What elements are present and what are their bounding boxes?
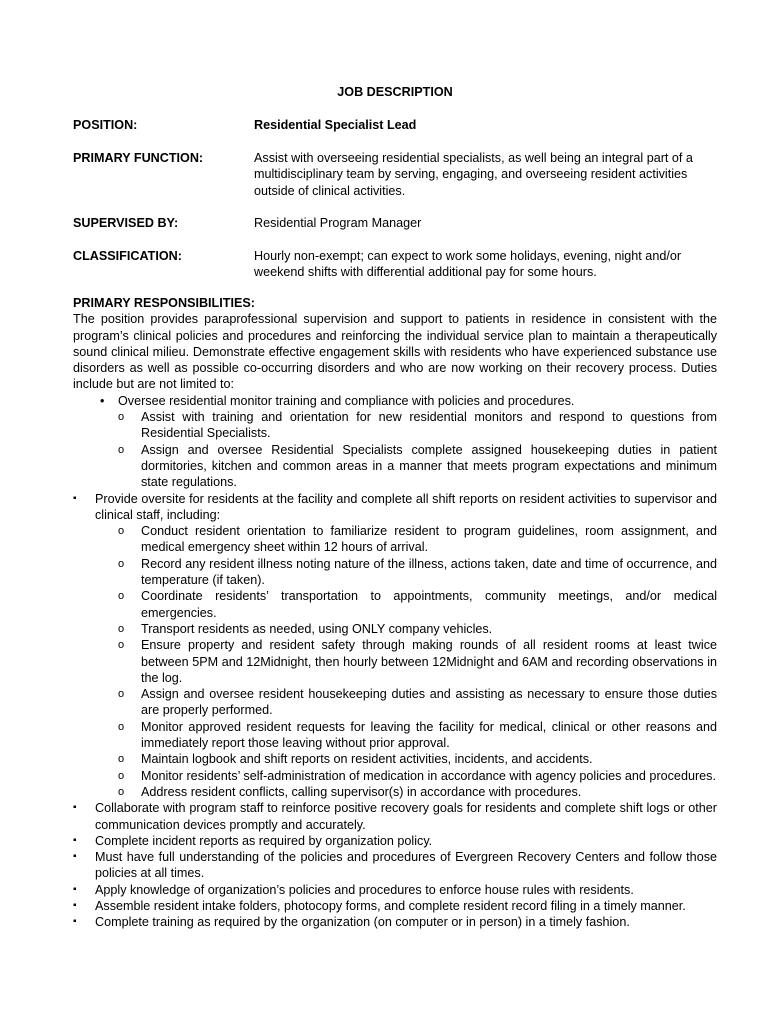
sub-item: [73, 686, 717, 719]
sub-item: [73, 637, 717, 686]
sub-item-text: Coordinate residents’ transportation to appointments, community meetings, and/or medical emergencies.: [141, 589, 717, 620]
responsibility-text: Apply knowledge of organization’s policies and procedures to enforce house rules with residents.: [95, 882, 634, 897]
primary-function-field: [73, 150, 718, 199]
document-title: JOB DESCRIPTION: [337, 85, 453, 99]
square-bullet-marker: ▪: [73, 916, 77, 928]
sub-item-text: Monitor approved resident requests for leaving the facility for medical, clinical or other reasons and immediately report those leaving without prior approval.: [141, 719, 717, 751]
circle-marker: o: [118, 411, 125, 424]
responsibility-item: [73, 914, 717, 930]
square-bullet-marker: ▪: [73, 899, 77, 911]
sub-item-text: Monitor residents’ self-administration of medication in accordance with agency policies and procedures.: [141, 768, 716, 783]
sub-item-text: Transport residents as needed, using ONLY company vehicles.: [141, 621, 493, 636]
sub-list: [95, 523, 717, 800]
responsibilities-heading: PRIMARY RESPONSIBILITIES:: [73, 296, 255, 310]
sub-item: [73, 784, 717, 800]
responsibility-text: Collaborate with program staff to reinforce positive recovery goals for residents and complete shift logs or other communication devices promptly and accurately.: [95, 801, 717, 832]
sub-list: [118, 409, 717, 490]
field-value: Hourly non-exempt; can expect to work some holidays, evening, night and/or weekend shifts with differential additional pay for some hours.: [254, 249, 682, 280]
square-bullet-marker: ▪: [73, 834, 77, 846]
responsibilities-list: [73, 393, 717, 931]
square-bullet-marker: ▪: [73, 492, 77, 504]
circle-marker: o: [118, 443, 125, 456]
responsibilities-section: [73, 295, 717, 931]
field-value: Assist with overseeing residential specialists, as well being an integral part of a multidisciplinary team by serving, engaging, and overseeing resident activities outside of clinical activities.: [254, 151, 693, 198]
sub-item-text: Address resident conflicts, calling supervisor(s) in accordance with procedures.: [141, 784, 582, 799]
circle-marker: o: [118, 720, 125, 733]
responsibility-item: [73, 849, 717, 882]
responsibility-item: [73, 800, 717, 833]
responsibility-item: [73, 833, 717, 849]
responsibility-item: [73, 898, 717, 914]
field-label: POSITION:: [73, 118, 138, 132]
circle-marker: o: [118, 525, 125, 538]
circle-marker: o: [118, 688, 125, 701]
responsibility-item: [73, 491, 717, 801]
square-bullet-marker: ▪: [73, 802, 77, 814]
sub-item: [73, 442, 717, 491]
sub-item: [73, 588, 717, 621]
sub-item: [73, 523, 717, 556]
circle-marker: o: [118, 590, 125, 603]
sub-item-text: Assign and oversee resident housekeeping duties and assisting as necessary to ensure those duties are properly performed.: [141, 687, 717, 718]
field-label: CLASSIFICATION:: [73, 249, 182, 263]
responsibility-text: Oversee residential monitor training and compliance with policies and procedures.: [118, 393, 575, 408]
responsibility-text: Provide oversite for residents at the facility and complete all shift reports on resident activities to supervisor and clinical staff, including:: [95, 491, 717, 522]
sub-item: [73, 409, 717, 442]
sub-item-text: Assist with training and orientation for new residential monitors and respond to questions from Residential Specialists.: [141, 410, 717, 441]
sub-item-text: Ensure property and resident safety through making rounds of all resident rooms at least twice between 5PM and 12Midnight, then hourly between 12Midnight and 6AM and recording observations in the log.: [141, 638, 717, 685]
position-field: [73, 117, 718, 133]
sub-item: [73, 556, 717, 589]
sub-item-text: Record any resident illness noting nature of the illness, actions taken, date and time of occurrence, and temperature (if taken).: [141, 556, 717, 588]
field-value: Residential Specialist Lead: [254, 118, 417, 132]
sub-item-text: Assign and oversee Residential Specialists complete assigned housekeeping duties in patient dormitories, kitchen and common areas in a manner that meets program expectations and minimum state regulations.: [141, 442, 717, 490]
field-label: SUPERVISED BY:: [73, 216, 179, 230]
responsibility-text: Complete incident reports as required by organization policy.: [95, 833, 433, 848]
sub-item: [73, 719, 717, 752]
sub-item: [73, 751, 717, 767]
sub-item-text: Maintain logbook and shift reports on resident activities, incidents, and accidents.: [141, 752, 593, 767]
sub-item: [73, 768, 717, 784]
classification-field: [73, 248, 718, 281]
field-value: Residential Program Manager: [254, 216, 422, 230]
responsibility-text: Complete training as required by the organization (on computer or in person) in a timely fashion.: [95, 915, 630, 930]
responsibility-text: Assemble resident intake folders, photocopy forms, and complete resident record filing in a timely manner.: [95, 898, 686, 913]
responsibility-text: Must have full understanding of the policies and procedures of Evergreen Recovery Centers and follow those policies at all times.: [95, 850, 717, 881]
sub-item: [73, 621, 717, 637]
circle-marker: o: [118, 622, 125, 635]
circle-marker: o: [118, 639, 125, 652]
circle-marker: o: [118, 769, 125, 782]
field-label: PRIMARY FUNCTION:: [73, 151, 204, 165]
circle-marker: o: [118, 557, 125, 570]
bullet-marker: •: [100, 393, 105, 408]
supervised-by-field: [73, 215, 718, 231]
responsibility-item: [73, 882, 717, 898]
circle-marker: o: [118, 753, 125, 766]
circle-marker: o: [118, 785, 125, 798]
intro-paragraph: The position provides paraprofessional supervision and support to patients in residence in consistent with the program’s clinical policies and procedures and reinforcing the individual service plan to maintain a therapeutically sound clinical milieu. Demonstrate effective engagement skills with residents who have experienced substance use disorders as well as possible co-occurring disorders and who are now working on their recovery process. Duties include but are not limited to:: [73, 312, 717, 392]
sub-item-text: Conduct resident orientation to familiarize resident to program guidelines, room assignment, and medical emergency sheet within 12 hours of arrival.: [141, 524, 717, 555]
responsibility-item: [73, 393, 717, 491]
square-bullet-marker: ▪: [73, 883, 77, 895]
square-bullet-marker: ▪: [73, 851, 77, 863]
